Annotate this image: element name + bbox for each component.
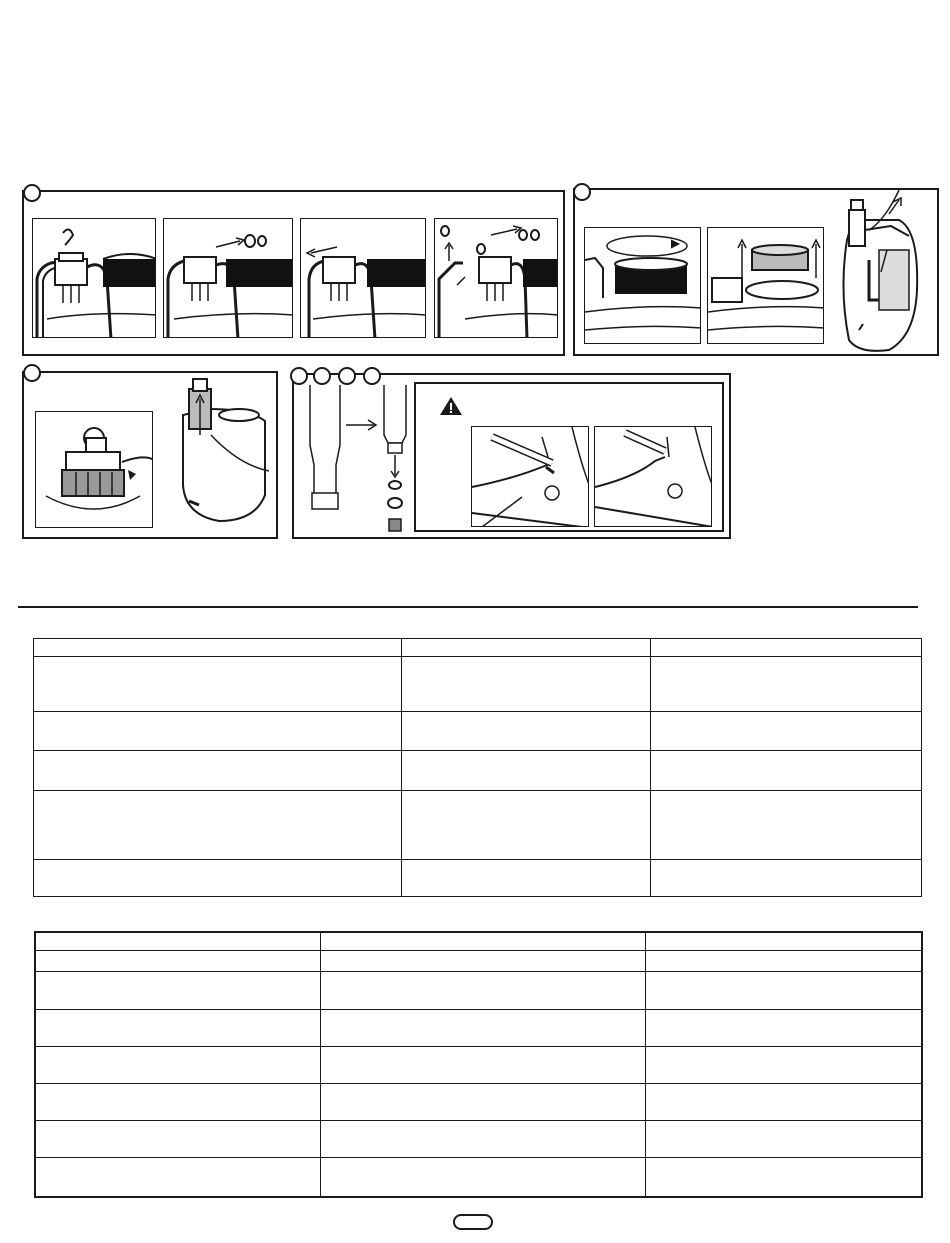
table-cell — [34, 791, 402, 860]
table-cell — [645, 1046, 922, 1083]
table-cell — [35, 932, 320, 950]
lid-lift-illustration — [708, 228, 824, 344]
table-row — [35, 1046, 922, 1083]
table-row — [34, 712, 922, 751]
table-header-row — [34, 639, 922, 657]
table-cell — [402, 860, 651, 897]
hand-reassembling-nozzle-illustration — [595, 427, 712, 527]
troubleshooting-table-1 — [33, 638, 922, 897]
table-cell — [402, 639, 651, 657]
table-cell — [651, 639, 922, 657]
table-cell — [35, 1120, 320, 1157]
page-number-badge — [453, 1214, 493, 1230]
table-row — [35, 1009, 922, 1046]
lid-twist-illustration — [585, 228, 701, 344]
table-header-row — [35, 932, 922, 950]
warning-box — [414, 382, 724, 532]
table-row — [34, 860, 922, 897]
illustration-frame-2 — [163, 218, 293, 338]
pump-cap-twist-illustration — [36, 412, 153, 528]
table-cell — [320, 1046, 645, 1083]
table-row — [35, 1157, 922, 1197]
table-cell — [34, 751, 402, 791]
illustration-frame-1 — [32, 218, 156, 338]
table-cell — [651, 751, 922, 791]
table-cell — [34, 639, 402, 657]
table-row — [35, 971, 922, 1009]
sprayer-body-illustration — [829, 190, 939, 356]
table-cell — [651, 657, 922, 712]
table-cell — [645, 1120, 922, 1157]
table-cell — [35, 950, 320, 971]
table-cell — [34, 657, 402, 712]
step-badge — [363, 367, 381, 385]
table-cell — [645, 1083, 922, 1120]
table-cell — [645, 1157, 922, 1197]
sprayer-hose-detach-illustration — [301, 219, 426, 338]
table-row — [35, 950, 922, 971]
sprayer-pump-illustration — [169, 375, 279, 535]
illustration-frame-4 — [434, 218, 558, 338]
table-cell — [34, 712, 402, 751]
table-cell — [651, 712, 922, 751]
table-cell — [402, 751, 651, 791]
illustration-frame-8 — [471, 426, 589, 527]
suction-tube-illustration — [300, 385, 420, 535]
table-row — [35, 1083, 922, 1120]
table-cell — [35, 971, 320, 1009]
illustration-frame-9 — [594, 426, 712, 527]
illustration-frame-3 — [300, 218, 426, 338]
table-cell — [35, 1009, 320, 1046]
table-row — [34, 791, 922, 860]
table-cell — [320, 1120, 645, 1157]
step-panel-hose-removal — [22, 190, 565, 356]
step-panel-pump-cap — [22, 371, 278, 539]
section-divider — [18, 606, 918, 608]
step-panel-filter-cleaning — [292, 373, 731, 539]
table-cell — [320, 1083, 645, 1120]
sprayer-parts-removed-illustration — [435, 219, 558, 338]
table-cell — [320, 971, 645, 1009]
table-cell — [320, 1009, 645, 1046]
sprayer-oring-illustration — [164, 219, 293, 338]
table-cell — [645, 971, 922, 1009]
step-badge — [23, 184, 41, 202]
illustration-frame-5 — [584, 227, 701, 344]
table-cell — [34, 860, 402, 897]
table-row — [34, 657, 922, 712]
table-cell — [402, 657, 651, 712]
table-cell — [645, 950, 922, 971]
table-cell — [645, 932, 922, 950]
table-cell — [320, 932, 645, 950]
table-cell — [402, 791, 651, 860]
step-badge — [290, 367, 308, 385]
table-cell — [35, 1046, 320, 1083]
illustration-frame-6 — [707, 227, 824, 344]
step-badge — [313, 367, 331, 385]
table-row — [35, 1120, 922, 1157]
table-cell — [645, 1009, 922, 1046]
step-panel-lid-removal — [573, 188, 939, 356]
hand-cleaning-nozzle-illustration — [472, 427, 589, 527]
table-cell — [320, 1157, 645, 1197]
table-cell — [35, 1083, 320, 1120]
troubleshooting-table-2 — [34, 931, 923, 1198]
step-badge — [573, 183, 591, 201]
table-row — [34, 751, 922, 791]
table-cell — [651, 791, 922, 860]
sprayer-hose-illustration — [33, 219, 156, 338]
table-cell — [651, 860, 922, 897]
step-badge — [23, 364, 41, 382]
step-badge — [338, 367, 356, 385]
table-cell — [35, 1157, 320, 1197]
table-cell — [402, 712, 651, 751]
illustration-frame-7 — [35, 411, 153, 528]
warning-triangle-icon — [439, 396, 463, 416]
table-cell — [320, 950, 645, 971]
